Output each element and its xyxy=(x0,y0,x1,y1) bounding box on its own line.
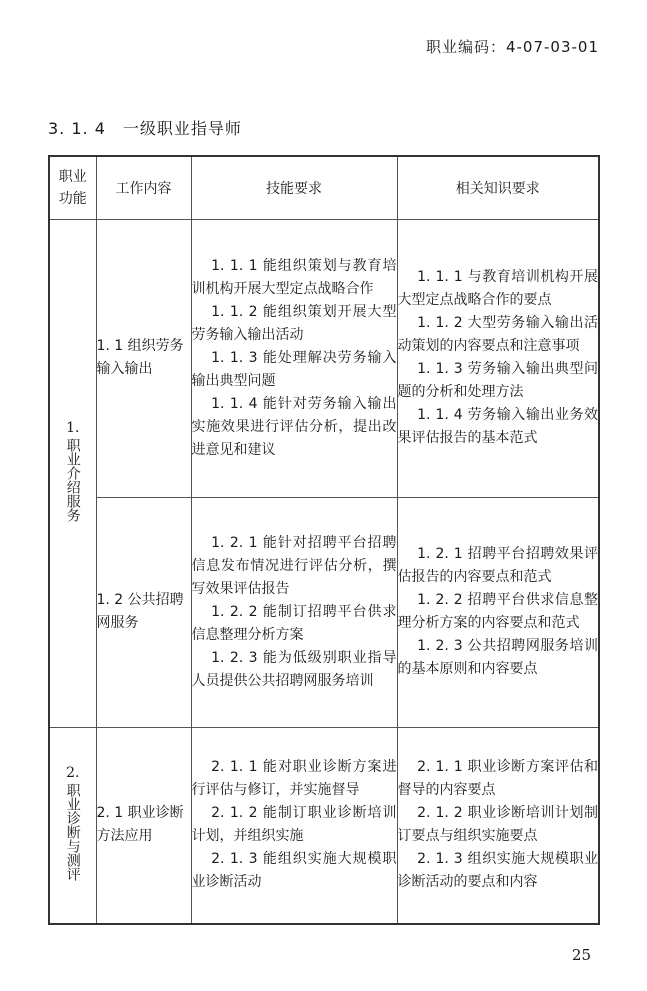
knowledge-item: 2. 1. 1 职业诊断方案评估和督导的内容要点 xyxy=(397,759,598,799)
header-func: 职业 功能 xyxy=(49,156,96,219)
knowledge-cell xyxy=(397,727,599,924)
skill-item: 1. 1. 4 能针对劳务输入输出实施效果进行评估分析，提出改进意见和建议 xyxy=(191,395,397,458)
knowledge-item: 1. 2. 2 招聘平台供求信息整理分析方案的内容要点和范式 xyxy=(397,592,598,631)
skill-item: 1. 1. 1 能组织策划与教育培训机构开展大型定点战略合作 xyxy=(191,257,397,297)
skill-cell xyxy=(191,497,397,727)
skill-item: 1. 1. 3 能处理解决劳务输入输出典型问题 xyxy=(191,349,397,389)
knowledge-item: 1. 2. 3 公共招聘网服务培训的基本原则和内容要点 xyxy=(397,638,598,677)
work-content-cell: 2. 1 职业诊断方法应用 xyxy=(96,727,191,924)
work-content-cell: 1. 1 组织劳务输入输出 xyxy=(96,219,191,497)
knowledge-item: 1. 2. 1 招聘平台招聘效果评估报告的内容要点和范式 xyxy=(397,546,598,585)
knowledge-cell xyxy=(397,219,599,497)
skill-cell xyxy=(191,727,397,924)
knowledge-cell xyxy=(397,497,599,727)
skill-cell xyxy=(191,219,397,497)
knowledge-item: 1. 1. 4 劳务输入输出业务效果评估报告的基本范式 xyxy=(397,407,598,446)
table-header-row xyxy=(49,156,599,219)
header-work: 工作内容 xyxy=(96,156,191,219)
requirements-table xyxy=(48,155,600,925)
knowledge-item: 2. 1. 2 职业诊断培训计划制订要点与组织实施要点 xyxy=(397,805,598,845)
table-row xyxy=(49,219,599,497)
header-skill: 技能要求 xyxy=(191,156,397,219)
header-knowledge: 相关知识要求 xyxy=(397,156,599,219)
skill-item: 2. 1. 2 能制订职业诊断培训计划，并组织实施 xyxy=(191,805,397,845)
occupation-code: 职业编码：4-07-03-01 xyxy=(425,38,599,56)
skill-item: 1. 2. 2 能制订招聘平台供求信息整理分析方案 xyxy=(191,603,397,643)
table-row xyxy=(49,727,599,924)
skill-item: 1. 2. 1 能针对招聘平台招聘信息发布情况进行评估分析，撰写效果评估报告 xyxy=(191,534,397,597)
skill-item: 2. 1. 3 能组织实施大规模职业诊断活动 xyxy=(191,851,397,891)
skill-item: 2. 1. 1 能对职业诊断方案进行评估与修订，并实施督导 xyxy=(191,759,397,799)
section-title: 3. 1. 4 一级职业指导师 xyxy=(48,119,242,138)
work-content-cell: 1. 2 公共招聘网服务 xyxy=(96,497,191,727)
function-cell: 2. 职业诊断与测评 xyxy=(49,727,96,924)
knowledge-item: 1. 1. 1 与教育培训机构开展大型定点战略合作的要点 xyxy=(397,269,598,308)
function-cell: 1. 职业介绍服务 xyxy=(49,219,96,727)
table-row xyxy=(49,497,599,727)
skill-item: 1. 2. 3 能为低级别职业指导人员提供公共招聘网服务培训 xyxy=(191,649,397,689)
knowledge-item: 1. 1. 2 大型劳务输入输出活动策划的内容要点和注意事项 xyxy=(397,315,598,354)
knowledge-item: 1. 1. 3 劳务输入输出典型问题的分析和处理方法 xyxy=(397,361,598,400)
page-number: 25 xyxy=(571,946,591,964)
knowledge-item: 2. 1. 3 组织实施大规模职业诊断活动的要点和内容 xyxy=(397,851,598,891)
skill-item: 1. 1. 2 能组织策划开展大型劳务输入输出活动 xyxy=(191,303,397,343)
